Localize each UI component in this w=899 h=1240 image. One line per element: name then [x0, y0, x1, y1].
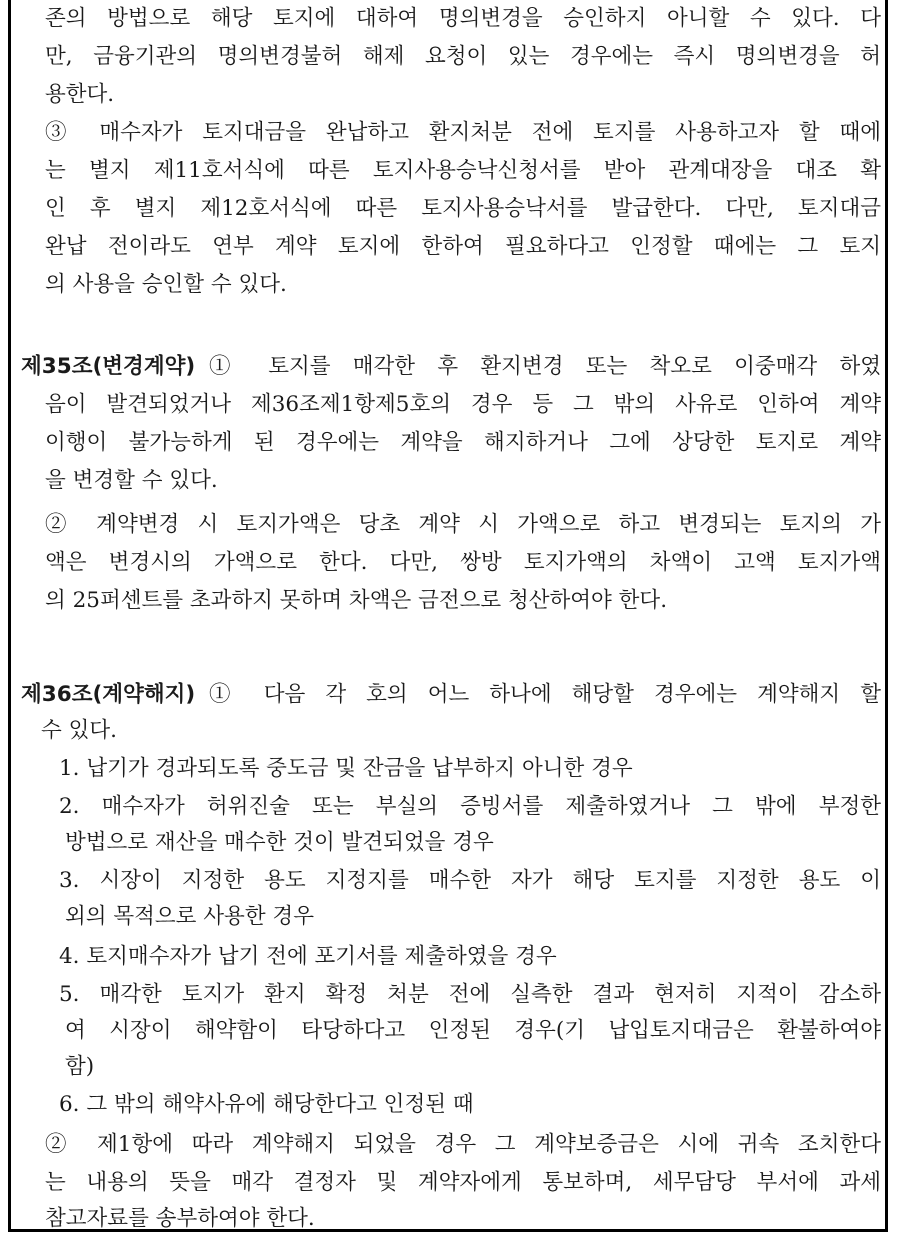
article-heading: 제35조(변경계약) — [21, 354, 196, 379]
text-line: 존의 방법으로 해당 토지에 대하여 명의변경을 승인하지 아니할 수 있다. 다 — [45, 6, 881, 31]
text-line: 용한다. — [45, 82, 115, 107]
text-line: ② 제1항에 따라 계약해지 되었을 경우 그 계약보증금은 시에 귀속 조치한다 — [45, 1132, 881, 1157]
text-line: 액은 변경시의 가액으로 한다. 다만, 쌍방 토지가액의 차액이 고액 토지가액 — [45, 550, 881, 575]
text-line: 완납 전이라도 연부 계약 토지에 한하여 필요하다고 인정할 때에는 그 토지 — [45, 234, 881, 259]
list-item-continuation: 외의 목적으로 사용한 경우 — [65, 904, 314, 929]
article-36-first-line — [21, 679, 881, 711]
article-35-first-line — [21, 351, 881, 383]
text-line: ② 계약변경 시 토지가액은 당초 계약 시 가액으로 하고 변경되는 토지의 가 — [45, 512, 881, 537]
text-line: 수 있다. — [41, 718, 117, 743]
text-line: 음이 발견되었거나 제36조제1항제5호의 경우 등 그 밖의 사유로 인하여 계약 — [45, 392, 881, 417]
text-line: ① 토지를 매각한 후 환지변경 또는 착오로 이중매각 하였 — [209, 354, 881, 379]
text-line: 을 변경할 수 있다. — [45, 468, 218, 493]
list-item: 4. 토지매수자가 납기 전에 포기서를 제출하였을 경우 — [59, 944, 557, 969]
article-heading: 제36조(계약해지) — [21, 682, 196, 707]
text-line: ① 다음 각 호의 어느 하나에 해당할 경우에는 계약해지 할 — [209, 682, 881, 707]
text-line: ③ 매수자가 토지대금을 완납하고 환지처분 전에 토지를 사용하고자 할 때에 — [45, 120, 881, 145]
list-item: 6. 그 밖의 해약사유에 해당한다고 인정된 때 — [59, 1092, 474, 1117]
text-line: 의 25퍼센트를 초과하지 못하며 차액은 금전으로 청산하여야 한다. — [45, 588, 668, 613]
list-item-continuation: 방법으로 재산을 매수한 것이 발견되었을 경우 — [65, 830, 494, 855]
text-line: 는 별지 제11호서식에 따른 토지사용승낙신청서를 받아 관계대장을 대조 확 — [45, 158, 881, 183]
text-line: 참고자료를 송부하여야 한다. — [45, 1206, 315, 1231]
text-line: 이행이 불가능하게 된 경우에는 계약을 해지하거나 그에 상당한 토지로 계약 — [45, 430, 881, 455]
text-line: 인 후 별지 제12호서식에 따른 토지사용승낙서를 발급한다. 다만, 토지대금 — [45, 196, 881, 221]
list-item: 5. 매각한 토지가 환지 확정 처분 전에 실측한 결과 현저히 지적이 감소하 — [59, 982, 881, 1007]
list-item-continuation: 여 시장이 해약함이 타당하다고 인정된 경우(기 납입토지대금은 환불하여야 — [65, 1018, 881, 1043]
text-line: 만, 금융기관의 명의변경불허 해제 요청이 있는 경우에는 즉시 명의변경을 허 — [45, 44, 881, 69]
list-item: 2. 매수자가 허위진술 또는 부실의 증빙서를 제출하였거나 그 밖에 부정한 — [59, 794, 881, 819]
list-item: 3. 시장이 지정한 용도 지정지를 매수한 자가 해당 토지를 지정한 용도 이 — [59, 868, 881, 893]
text-line: 의 사용을 승인할 수 있다. — [45, 272, 287, 297]
document-frame — [8, 0, 888, 1232]
list-item-continuation: 함) — [65, 1054, 95, 1079]
text-line: 는 내용의 뜻을 매각 결정자 및 계약자에게 통보하며, 세무담당 부서에 과세 — [45, 1170, 881, 1195]
list-item: 1. 납기가 경과되도록 중도금 및 잔금을 납부하지 아니한 경우 — [59, 756, 633, 781]
